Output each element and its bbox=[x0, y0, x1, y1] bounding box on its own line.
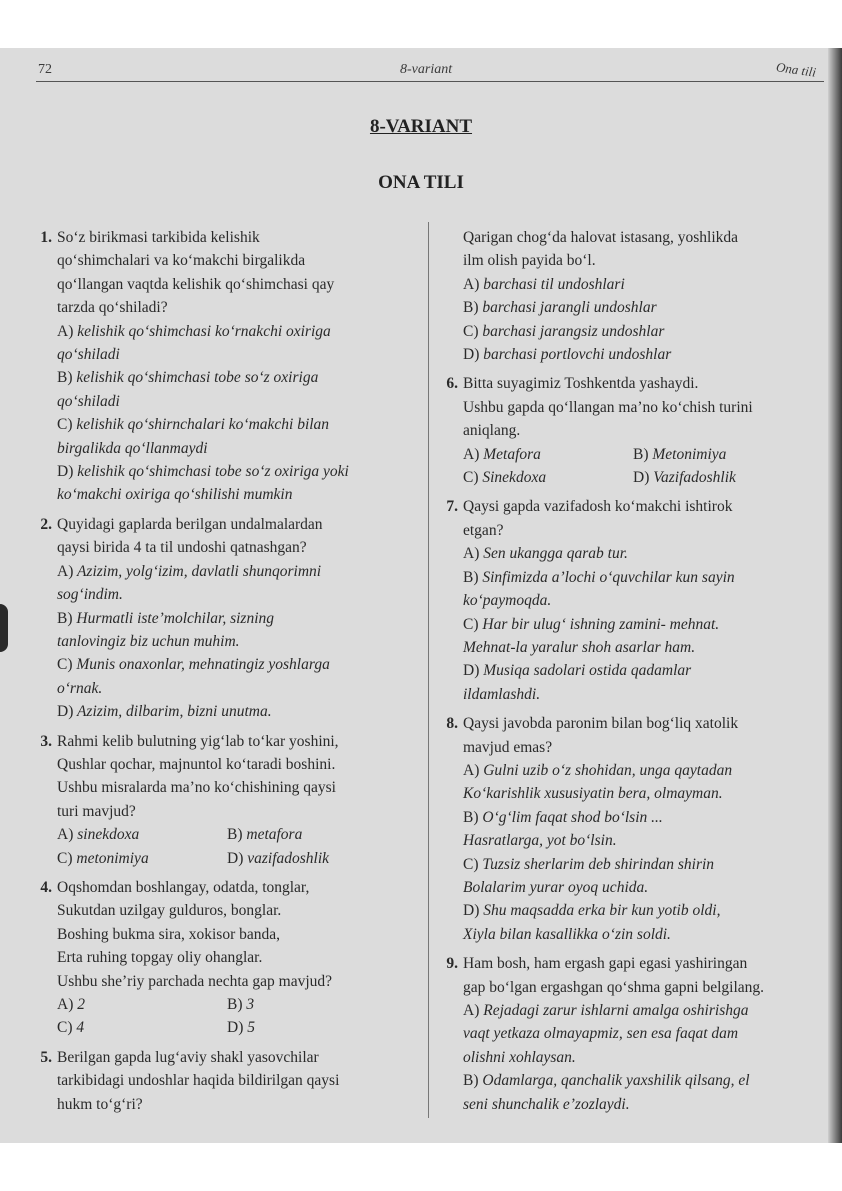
option-letter: C) bbox=[57, 849, 73, 867]
option-text: 5 bbox=[247, 1019, 255, 1037]
question-text-line: So‘z birikmasi tarkibida kelishik bbox=[57, 229, 260, 246]
question-number: 1. bbox=[40, 229, 52, 246]
option-letter: A) bbox=[57, 996, 74, 1013]
question-body bbox=[463, 495, 820, 706]
question-text-line: qaysi birida 4 ta til undoshi qatnashgan? bbox=[57, 539, 307, 557]
option-text: kelishik qo‘shimchasi tobe so‘z oxiriga bbox=[76, 369, 319, 387]
answer-option-d bbox=[57, 700, 420, 723]
option-text: Sinekdoxa bbox=[482, 469, 547, 487]
answer-option-c-cont: o‘rnak. bbox=[57, 679, 103, 697]
option-text: Metafora bbox=[483, 445, 541, 463]
question-2 bbox=[30, 513, 420, 724]
question-text-line: Ushbu misralarda ma’no ko‘chishining qaysi bbox=[57, 779, 336, 797]
answer-option-a bbox=[57, 993, 227, 1016]
question-text-line: tarzda qo‘shiladi? bbox=[57, 299, 168, 317]
answer-option-d bbox=[463, 899, 820, 922]
answer-option-a-cont: sog‘indim. bbox=[57, 586, 123, 604]
question-text-line: qo‘shimchalari va ko‘makchi birgalikda bbox=[57, 252, 306, 270]
question-text-line: Qaysi javobda paronim bilan bog‘liq xatolik bbox=[463, 715, 739, 733]
option-letter: B) bbox=[463, 299, 479, 317]
question-number: 2. bbox=[40, 515, 52, 533]
answer-option-d-cont: ko‘makchi oxiriga qo‘shilishi mumkin bbox=[57, 486, 293, 504]
option-letter: B) bbox=[463, 568, 479, 586]
question-5 bbox=[30, 1046, 420, 1116]
question-number: 3. bbox=[40, 732, 52, 750]
question-5-continued bbox=[436, 226, 820, 366]
option-letter: C) bbox=[463, 322, 479, 340]
option-text: Metonimiya bbox=[652, 445, 727, 463]
option-text: Sinfimizda a’lochi o‘quvchilar kun sayin bbox=[482, 568, 735, 586]
answer-option-b-cont: tanlovingiz biz uchun muhim. bbox=[57, 632, 240, 650]
question-body bbox=[463, 952, 820, 1116]
question-number: 7. bbox=[446, 498, 458, 516]
answer-options-grid bbox=[57, 823, 420, 870]
answer-option-b-cont: ko‘paymoqda. bbox=[463, 592, 552, 610]
answer-option-c-cont: Bolalarim yurar oyoq uchida. bbox=[463, 878, 649, 896]
question-6 bbox=[436, 372, 820, 489]
question-text-line: mavjud emas? bbox=[463, 738, 553, 756]
question-8 bbox=[436, 712, 820, 946]
column-divider bbox=[428, 222, 429, 1118]
option-letter: D) bbox=[57, 463, 74, 481]
question-4 bbox=[30, 876, 420, 1040]
option-letter: D) bbox=[57, 703, 74, 721]
option-letter: B) bbox=[227, 996, 243, 1013]
option-text: O‘g‘lim faqat shod bo‘lsin ... bbox=[482, 808, 663, 826]
question-text-line: Boshing bukma sira, xokisor banda, bbox=[57, 925, 281, 943]
question-body bbox=[57, 1046, 420, 1116]
question-3 bbox=[30, 730, 420, 870]
option-letter: D) bbox=[633, 469, 650, 487]
option-text: kelishik qo‘shimchasi ko‘rnakchi oxiriga bbox=[77, 322, 331, 340]
answer-option-a bbox=[463, 542, 820, 565]
answer-option-d bbox=[633, 466, 820, 489]
page-number: 72 bbox=[38, 62, 52, 77]
question-text-line: Qushlar qochar, majnuntol ko‘taradi boshini. bbox=[57, 755, 336, 773]
option-text: Tuzsiz sherlarim deb shirindan shirin bbox=[482, 855, 715, 873]
option-text: Rejadagi zarur ishlarni amalga oshirishga bbox=[483, 1002, 749, 1019]
option-text: Shu maqsadda erka bir kun yotib oldi, bbox=[483, 902, 721, 920]
answer-option-c-cont: Mehnat-la yaralur shoh asarlar ham. bbox=[463, 638, 696, 656]
answer-option-c bbox=[57, 653, 420, 676]
question-text-line: turi mavjud? bbox=[57, 802, 136, 820]
option-letter: C) bbox=[463, 855, 479, 873]
question-1 bbox=[30, 226, 420, 507]
answer-option-b bbox=[633, 443, 820, 466]
option-text: metonimiya bbox=[76, 849, 149, 867]
question-body bbox=[463, 372, 820, 489]
section-tab-label: Ona tili bbox=[775, 59, 818, 80]
question-text-line: Oqshomdan boshlangay, odatda, tonglar, bbox=[57, 878, 310, 896]
answer-option-b bbox=[463, 296, 820, 319]
answer-option-c bbox=[463, 466, 633, 489]
answer-option-a bbox=[57, 823, 227, 846]
option-text: Vazifadoshlik bbox=[653, 469, 736, 487]
option-letter: D) bbox=[227, 849, 244, 867]
option-letter: B) bbox=[227, 826, 243, 844]
option-letter: D) bbox=[463, 662, 480, 680]
option-text: Gulni uzib o‘z shohidan, unga qaytadan bbox=[483, 761, 733, 779]
question-text-line: Ham bosh, ham ergash gapi egasi yashiringan bbox=[463, 955, 748, 973]
option-letter: B) bbox=[633, 445, 649, 463]
option-text: Sen ukangga qarab tur. bbox=[483, 545, 628, 563]
option-letter: B) bbox=[463, 1072, 479, 1090]
option-letter: A) bbox=[463, 275, 480, 293]
question-body bbox=[463, 712, 820, 946]
question-text-line: Bitta suyagimiz Toshkentda yashaydi. bbox=[463, 375, 699, 393]
question-9 bbox=[436, 952, 820, 1116]
option-letter: D) bbox=[463, 346, 480, 364]
answer-options-grid bbox=[463, 443, 820, 490]
question-text-line: ilm olish payida bo‘l. bbox=[463, 252, 596, 270]
option-letter: A) bbox=[463, 445, 480, 463]
option-text: barchasi til undoshlari bbox=[483, 275, 625, 293]
option-text: barchasi jarangsiz undoshlar bbox=[482, 322, 665, 340]
variant-title bbox=[0, 116, 842, 138]
option-letter: C) bbox=[57, 416, 73, 434]
answer-option-a bbox=[463, 443, 633, 466]
question-body bbox=[463, 226, 820, 366]
option-letter: A) bbox=[57, 562, 74, 580]
question-text-line: qo‘llangan vaqtda kelishik qo‘shimchasi qay bbox=[57, 275, 335, 293]
answer-option-c-cont: birgalikda qo‘llanmaydi bbox=[57, 439, 208, 457]
answer-option-d bbox=[227, 847, 420, 870]
right-column bbox=[436, 226, 820, 1116]
answer-option-b bbox=[57, 366, 420, 389]
option-text: Azizim, dilbarim, bizni unutma. bbox=[76, 703, 272, 721]
answer-option-c bbox=[463, 853, 820, 876]
answer-option-a bbox=[463, 273, 820, 296]
question-text-line: Quyidagi gaplarda berilgan undalmalardan bbox=[57, 515, 323, 533]
answer-option-c bbox=[463, 320, 820, 343]
answer-option-c bbox=[463, 613, 820, 636]
question-body bbox=[57, 226, 420, 507]
option-text: Hurmatli iste’molchilar, sizning bbox=[76, 609, 275, 627]
answer-option-b bbox=[463, 806, 820, 829]
variant-title-text: 8-VARIANT bbox=[369, 116, 473, 137]
answer-option-c bbox=[57, 1016, 227, 1039]
answer-option-d-cont: Xiyla bilan kasallikka o‘zin soldi. bbox=[463, 925, 671, 943]
question-text-line: Erta ruhing topgay oliy ohanglar. bbox=[57, 949, 263, 967]
option-text: Munis onaxonlar, mehnatingiz yoshlarga bbox=[76, 656, 330, 674]
option-letter: A) bbox=[463, 1002, 480, 1019]
header-rule bbox=[36, 81, 824, 82]
answer-option-c bbox=[57, 847, 227, 870]
question-text-line: Sukutdan uzilgay gulduros, bonglar. bbox=[57, 902, 282, 920]
option-letter: D) bbox=[227, 1019, 244, 1037]
answer-option-d bbox=[463, 659, 820, 682]
question-text-line: gap bo‘lgan ergashgan qo‘shma gapni belgilang. bbox=[463, 978, 765, 996]
question-text-line: etgan? bbox=[463, 521, 504, 539]
question-number: 9. bbox=[446, 955, 458, 973]
option-letter: C) bbox=[463, 469, 479, 487]
option-text: kelishik qo‘shimchasi tobe so‘z oxiriga yoki bbox=[77, 463, 349, 481]
question-text-line: Qarigan chog‘da halovat istasang, yoshlikda bbox=[463, 229, 739, 246]
option-text: vazifadoshlik bbox=[247, 849, 330, 867]
answer-option-b bbox=[463, 1069, 820, 1092]
running-title: 8-variant bbox=[400, 62, 453, 77]
question-text-line: aniqlang. bbox=[463, 422, 521, 440]
option-text: kelishik qo‘shirnchalari ko‘makchi bilan bbox=[76, 416, 330, 434]
option-text: 4 bbox=[76, 1019, 85, 1037]
option-letter: A) bbox=[57, 322, 74, 340]
option-letter: B) bbox=[463, 808, 479, 826]
option-letter: A) bbox=[463, 545, 480, 563]
question-number: 5. bbox=[40, 1048, 52, 1066]
answer-option-a bbox=[463, 759, 820, 782]
option-text: Azizim, yolg‘izim, davlatli shunqorimni bbox=[76, 562, 322, 580]
question-number: 6. bbox=[446, 375, 458, 393]
answer-option-a bbox=[57, 560, 420, 583]
question-body bbox=[57, 513, 420, 724]
answer-option-b bbox=[463, 566, 820, 589]
answer-option-b bbox=[227, 823, 420, 846]
answer-options-grid bbox=[57, 993, 420, 1040]
question-text-line: Berilgan gapda lug‘aviy shakl yasovchilar bbox=[57, 1048, 319, 1066]
answer-option-d bbox=[57, 460, 420, 483]
option-text: metafora bbox=[246, 826, 303, 844]
answer-option-a-cont: qo‘shiladi bbox=[57, 346, 120, 364]
option-text: sinekdoxa bbox=[77, 826, 140, 844]
option-text: 3 bbox=[246, 996, 255, 1013]
answer-option-b bbox=[57, 607, 420, 630]
answer-option-a bbox=[57, 320, 420, 343]
answer-option-d-cont: ildamlashdi. bbox=[463, 685, 541, 703]
book-spine-shadow bbox=[828, 48, 842, 1143]
question-text-line: tarkibidagi undoshlar haqida bildirilgan qaysi bbox=[57, 1072, 340, 1090]
option-text: Musiqa sadolari ostida qadamlar bbox=[483, 662, 692, 680]
question-text-line: Qaysi gapda vazifadosh ko‘makchi ishtirok bbox=[463, 498, 733, 516]
question-body bbox=[57, 876, 420, 1040]
option-letter: C) bbox=[57, 656, 73, 674]
question-body bbox=[57, 730, 420, 870]
option-letter: A) bbox=[57, 826, 74, 844]
answer-option-a-cont: olishni xohlaysan. bbox=[463, 1048, 576, 1066]
option-letter: B) bbox=[57, 369, 73, 387]
question-7 bbox=[436, 495, 820, 706]
option-text: 2 bbox=[77, 996, 85, 1013]
answer-option-a-cont: Ko‘karishlik xususiyatin bera, olmayman. bbox=[463, 785, 723, 803]
subject-title: ONA TILI bbox=[378, 172, 464, 193]
answer-option-b bbox=[227, 993, 420, 1016]
question-number: 4. bbox=[40, 878, 52, 896]
option-letter: C) bbox=[463, 615, 479, 633]
answer-option-b-cont: Hasratlarga, yot bo‘lsin. bbox=[463, 832, 617, 850]
option-letter: A) bbox=[463, 761, 480, 779]
question-text-line: hukm to‘g‘ri? bbox=[57, 1095, 143, 1113]
answer-option-a-cont: vaqt yetkaza olmayapmiz, sen esa faqat dam bbox=[463, 1025, 739, 1043]
question-text-line: Rahmi kelib bulutning yig‘lab to‘kar yoshini, bbox=[57, 732, 339, 750]
answer-option-b-cont: seni shunchalik e’zozlaydi. bbox=[463, 1095, 630, 1113]
answer-option-a bbox=[463, 999, 820, 1022]
question-text-line: Ushbu she’riy parchada nechta gap mavjud? bbox=[57, 972, 333, 990]
answer-option-d bbox=[463, 343, 820, 366]
option-letter: C) bbox=[57, 1019, 73, 1037]
option-text: barchasi portlovchi undoshlar bbox=[483, 346, 672, 364]
answer-option-c bbox=[57, 413, 420, 436]
option-text: barchasi jarangli undoshlar bbox=[482, 299, 657, 317]
left-column bbox=[30, 226, 420, 1116]
answer-option-b-cont: qo‘shiladi bbox=[57, 392, 120, 410]
answer-option-d bbox=[227, 1016, 420, 1039]
option-letter: D) bbox=[463, 902, 480, 920]
question-text-line: Ushbu gapda qo‘llangan ma’no ko‘chish turini bbox=[463, 398, 753, 416]
option-text: Odamlarga, qanchalik yaxshilik qilsang, el bbox=[482, 1072, 750, 1090]
option-letter: B) bbox=[57, 609, 73, 627]
option-text: Har bir ulug‘ ishning zamini- mehnat. bbox=[482, 615, 720, 633]
page-edge-mark bbox=[0, 604, 8, 652]
question-number: 8. bbox=[446, 715, 458, 733]
